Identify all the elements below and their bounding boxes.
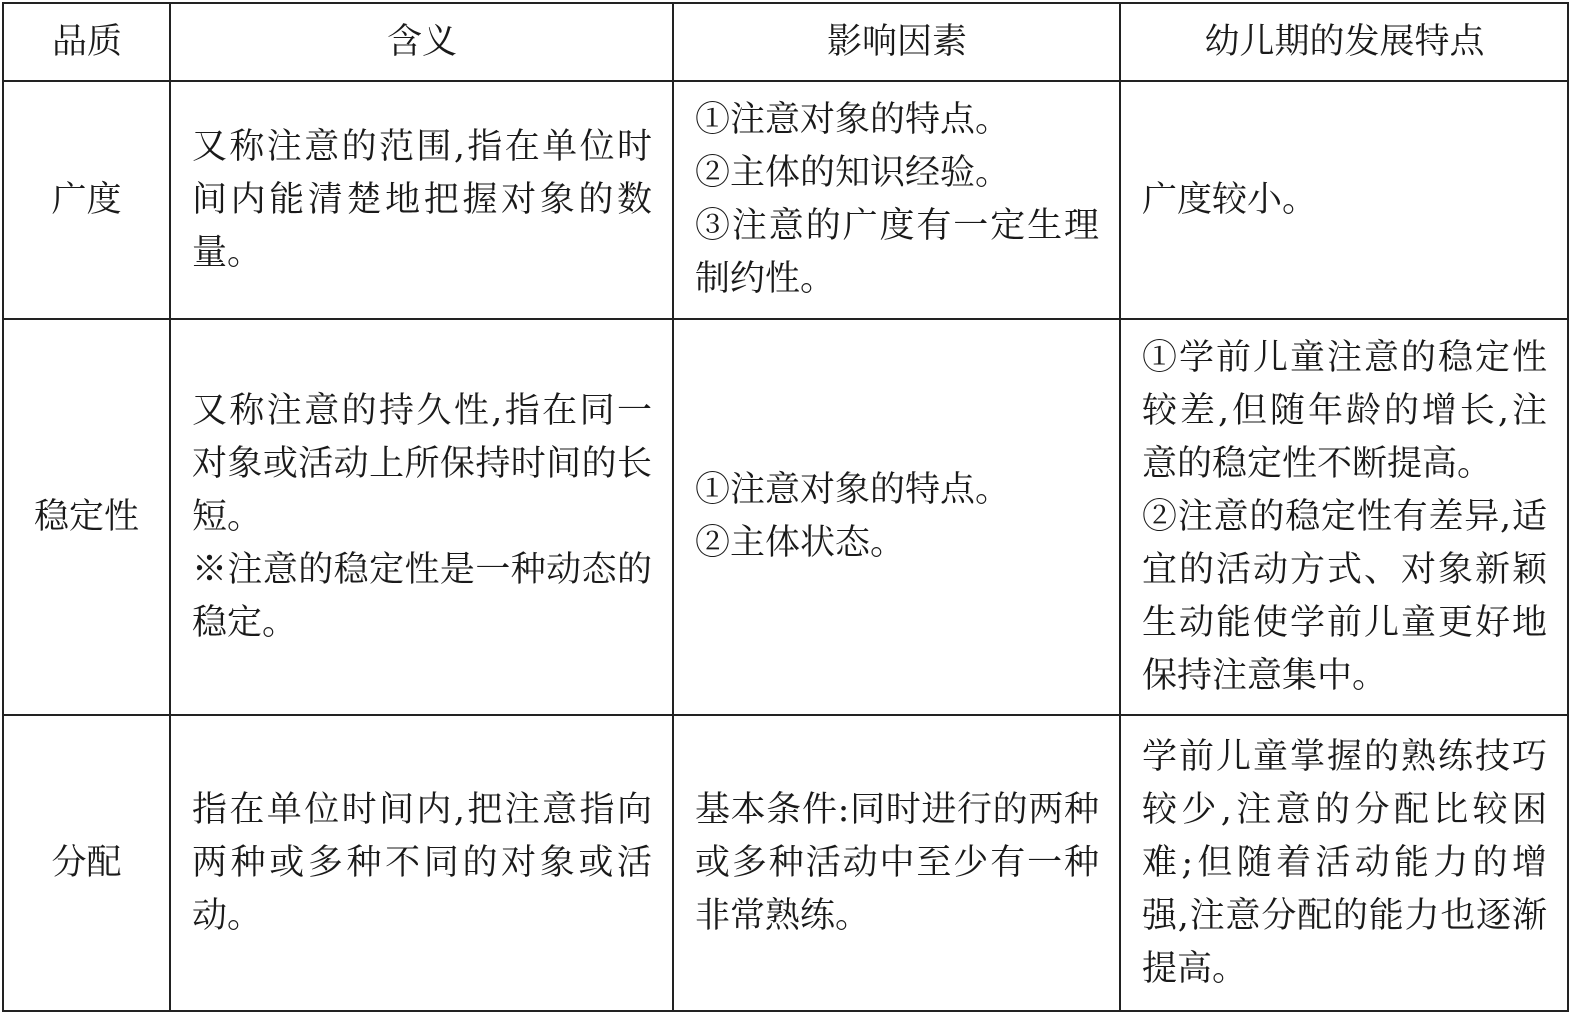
factor-line: ②主体状态。	[695, 523, 906, 563]
factor-line: ③注意的广度有一定生理制约性。	[695, 206, 1099, 299]
feature-line: 学前儿童掌握的熟练技巧较少,注意的分配比较困难;但随着活动能力的增强,注意分配的能力也逐渐提高。	[1142, 736, 1547, 989]
header-quality: 品质	[3, 3, 170, 81]
header-features: 幼儿期的发展特点	[1120, 3, 1568, 81]
factors-cell	[673, 319, 1120, 715]
header-meaning: 含义	[170, 3, 673, 81]
quality-cell: 分配	[3, 715, 170, 1011]
features-cell	[1120, 81, 1568, 319]
features-cell	[1120, 715, 1568, 1011]
factor-line: ②主体的知识经验。	[695, 153, 1011, 193]
table-row	[3, 715, 1568, 1011]
attention-qualities-table	[2, 2, 1569, 1012]
factor-line: ①注意对象的特点。	[695, 470, 1011, 510]
quality-cell: 广度	[3, 81, 170, 319]
quality-cell: 稳定性	[3, 319, 170, 715]
factors-cell	[673, 715, 1120, 1011]
meaning-cell	[170, 81, 673, 319]
feature-line: ②注意的稳定性有差异,适宜的活动方式、对象新颖生动能使学前儿童更好地保持注意集中。	[1142, 496, 1547, 696]
features-cell	[1120, 319, 1568, 715]
meaning-line: 指在单位时间内,把注意指向两种或多种不同的对象或活动。	[192, 789, 652, 936]
meaning-cell	[170, 319, 673, 715]
table-row	[3, 81, 1568, 319]
meaning-line: 又称注意的持久性,指在同一对象或活动上所保持时间的长短。	[192, 390, 652, 537]
factor-line: ①注意对象的特点。	[695, 100, 1011, 140]
header-factors: 影响因素	[673, 3, 1120, 81]
meaning-line: 又称注意的范围,指在单位时间内能清楚地把握对象的数量。	[192, 126, 652, 273]
meaning-cell	[170, 715, 673, 1011]
factors-cell	[673, 81, 1120, 319]
feature-line: ①学前儿童注意的稳定性较差,但随年龄的增长,注意的稳定性不断提高。	[1142, 337, 1547, 484]
factor-line: 基本条件:同时进行的两种或多种活动中至少有一种非常熟练。	[695, 789, 1099, 936]
header-row	[3, 3, 1568, 81]
feature-line: 广度较小。	[1142, 179, 1318, 220]
table-row	[3, 319, 1568, 715]
meaning-note: ※注意的稳定性是一种动态的稳定。	[192, 549, 652, 643]
